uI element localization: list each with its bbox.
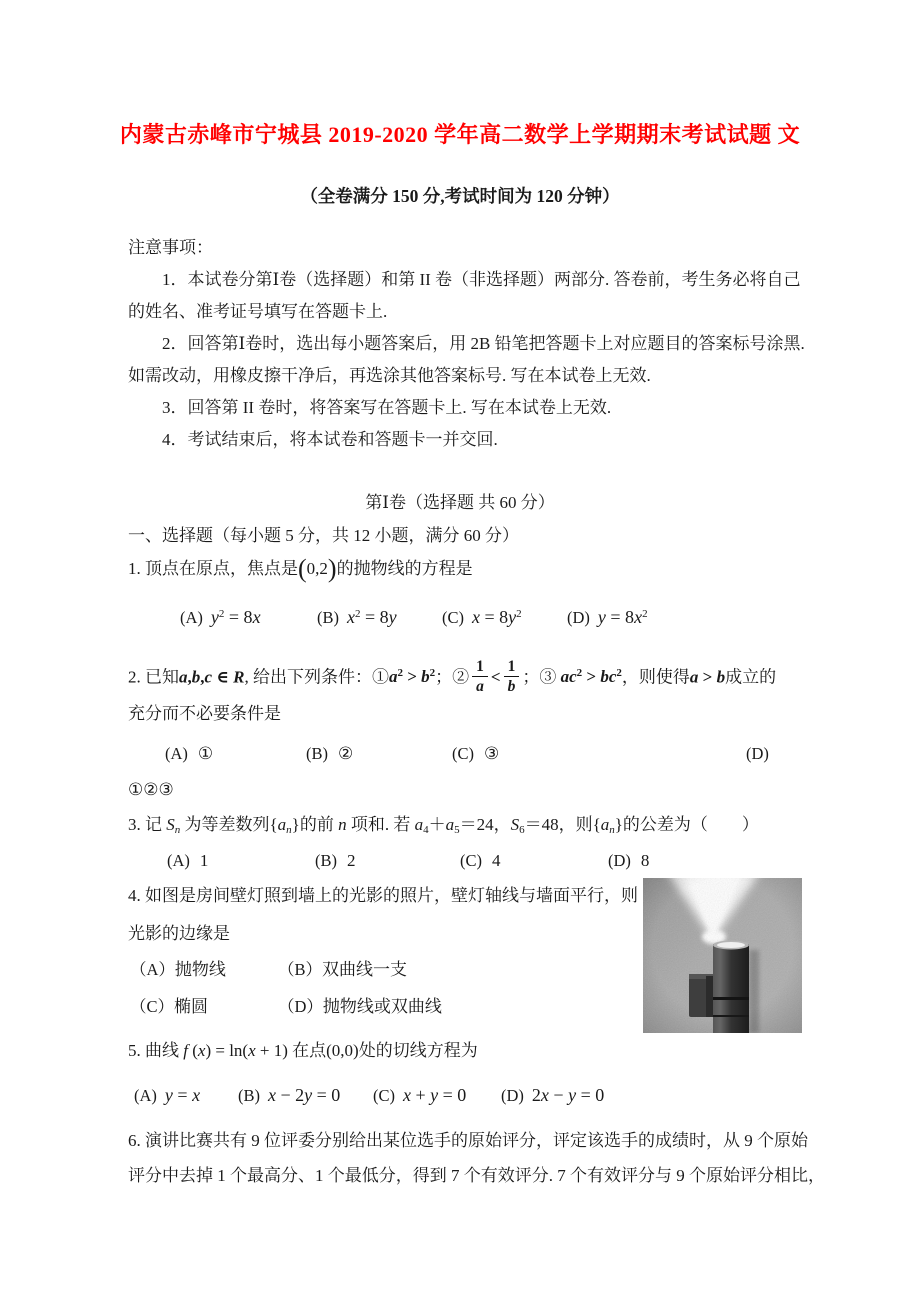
notice-line: 1．本试卷分第Ⅰ卷（选择题）和第 II 卷（非选择题）两部分. 答卷前，考生务必将自己 xyxy=(162,270,801,289)
option-content: $y^2 = 8x$ xyxy=(210,607,261,627)
option-d xyxy=(567,604,648,631)
option-content: 双曲线一支 xyxy=(322,960,408,979)
notice-line: 如需改动，用橡皮擦干净后，再选涂其他答案标号. 写在本试卷上无效. xyxy=(128,366,651,385)
option-content: 1 xyxy=(199,851,209,870)
question-2-stem-line1: 2. 已知a,b,c ∈ R, 给出下列条件：$①a^2 > b^2$；② $\frac{1}{a}$ < $\frac{1}{b}$ ；③ $ac^2 > bc^2$，则使得a > b成立的 xyxy=(128,658,777,696)
option-content: 抛物线或双曲线 xyxy=(322,997,442,1016)
notice-line: 4．考试结束后，将本试卷和答题卡一并交回. xyxy=(162,430,498,449)
option-a xyxy=(130,957,226,983)
option-content: $x = 8y^2$ xyxy=(472,607,522,627)
notice-line: 3．回答第 II 卷时，将答案写在答题卡上. 写在本试卷上无效. xyxy=(162,398,612,417)
option-c xyxy=(460,848,501,874)
option-label: （A） xyxy=(130,960,175,979)
option-label: （C） xyxy=(130,997,175,1016)
option-content: ③ xyxy=(484,744,500,763)
option-content: x + y = 0 xyxy=(403,1085,467,1105)
option-label: (B) xyxy=(306,744,328,763)
option-d xyxy=(501,1082,604,1109)
notice-line: 2．回答第Ⅰ卷时，选出每小题答案后，用 2B 铅笔把答题卡上对应题目的答案标号涂黑. xyxy=(162,334,805,353)
option-content: 4 xyxy=(492,851,501,870)
exam-title: 内蒙古赤峰市宁城县 2019-2020 学年高二数学上学期期末考试试题 文 xyxy=(119,122,801,147)
option-d xyxy=(746,741,769,767)
question-6-stem-line1: 6. 演讲比赛共有 9 位评委分别给出某位选手的原始评分，评定该选手的成绩时，从 9 个原始 xyxy=(128,1131,808,1150)
question-2-option-d-content: ①②③ xyxy=(128,780,174,799)
option-a xyxy=(134,1082,200,1109)
option-label: (C) xyxy=(373,1086,395,1105)
option-content: 椭圆 xyxy=(174,997,209,1016)
section-intro: 一、选择题（每小题 5 分，共 12 小题，满分 60 分） xyxy=(128,526,519,545)
option-content: x − 2y = 0 xyxy=(268,1085,341,1105)
option-label: （B） xyxy=(278,960,323,979)
option-label: (A) xyxy=(134,1086,157,1105)
question-3-options xyxy=(0,848,920,878)
option-b xyxy=(278,957,407,983)
wall-lamp-figure xyxy=(643,878,802,1033)
question-2-options xyxy=(0,741,920,771)
option-label: (D) xyxy=(746,744,769,763)
question-2-stem-line2: 充分而不必要条件是 xyxy=(128,704,281,723)
question-1-options xyxy=(0,604,920,634)
option-label: (B) xyxy=(315,851,337,870)
section-heading: 第Ⅰ卷（选择题 共 60 分） xyxy=(365,493,555,512)
option-content: ② xyxy=(338,744,354,763)
option-label: (A) xyxy=(167,851,190,870)
option-label: (D) xyxy=(608,851,631,870)
option-d xyxy=(608,848,649,874)
option-a xyxy=(167,848,208,874)
notice-line: 的姓名、准考证号填写在答题卡上. xyxy=(128,302,388,321)
option-a xyxy=(180,604,261,631)
question-1-stem: 1. 顶点在原点，焦点是(0,2)的抛物线的方程是 xyxy=(128,554,473,583)
question-5-stem: 5. 曲线 f (x) = ln(x + 1) 在点(0,0)处的切线方程为 xyxy=(128,1041,478,1060)
option-b xyxy=(315,848,356,874)
question-4-stem-line2: 光影的边缘是 xyxy=(128,924,230,943)
question-6-stem-line2: 评分中去掉 1 个最高分、1 个最低分，得到 7 个有效评分. 7 个有效评分与 9 个原始评分相比， xyxy=(128,1166,825,1185)
option-content: y = x xyxy=(164,1085,201,1105)
option-a xyxy=(165,741,213,767)
option-label: (D) xyxy=(501,1086,524,1105)
option-c xyxy=(452,741,499,767)
option-content: 抛物线 xyxy=(174,960,226,979)
option-content: 2x − y = 0 xyxy=(531,1085,605,1105)
question-4-stem-line1: 4. 如图是房间壁灯照到墙上的光影的照片，壁灯轴线与墙面平行，则 xyxy=(128,886,638,905)
option-content: $y = 8x^2$ xyxy=(597,607,648,627)
option-label: (D) xyxy=(567,608,590,627)
option-label: (B) xyxy=(238,1086,260,1105)
option-b xyxy=(317,604,397,631)
option-b xyxy=(238,1082,340,1109)
option-label: (C) xyxy=(442,608,464,627)
option-content: $x^2 = 8y$ xyxy=(347,607,397,627)
question-3-stem: 3. 记 $S_n$ 为等差数列$\{a_n\}$的前 n 项和. 若 $a_4+a_5=24$，$S_6=48$，则$\{a_n\}$的公差为（ ） xyxy=(128,815,759,836)
exam-subtitle: （全卷满分 150 分,考试时间为 120 分钟） xyxy=(300,186,620,206)
option-d xyxy=(278,994,442,1020)
option-label: (C) xyxy=(460,851,482,870)
option-content: 2 xyxy=(347,851,356,870)
option-label: (A) xyxy=(180,608,203,627)
option-c xyxy=(373,1082,466,1109)
option-label: (C) xyxy=(452,744,474,763)
notice-heading: 注意事项： xyxy=(128,238,213,257)
option-content: 8 xyxy=(640,851,650,870)
question-5-options xyxy=(0,1082,920,1112)
option-c xyxy=(130,994,208,1020)
option-label: （D） xyxy=(278,997,323,1016)
option-content: ① xyxy=(197,744,214,763)
option-b xyxy=(306,741,353,767)
option-label: (A) xyxy=(165,744,188,763)
option-label: (B) xyxy=(317,608,339,627)
option-c xyxy=(442,604,522,631)
wall-lamp-image xyxy=(643,878,802,1033)
